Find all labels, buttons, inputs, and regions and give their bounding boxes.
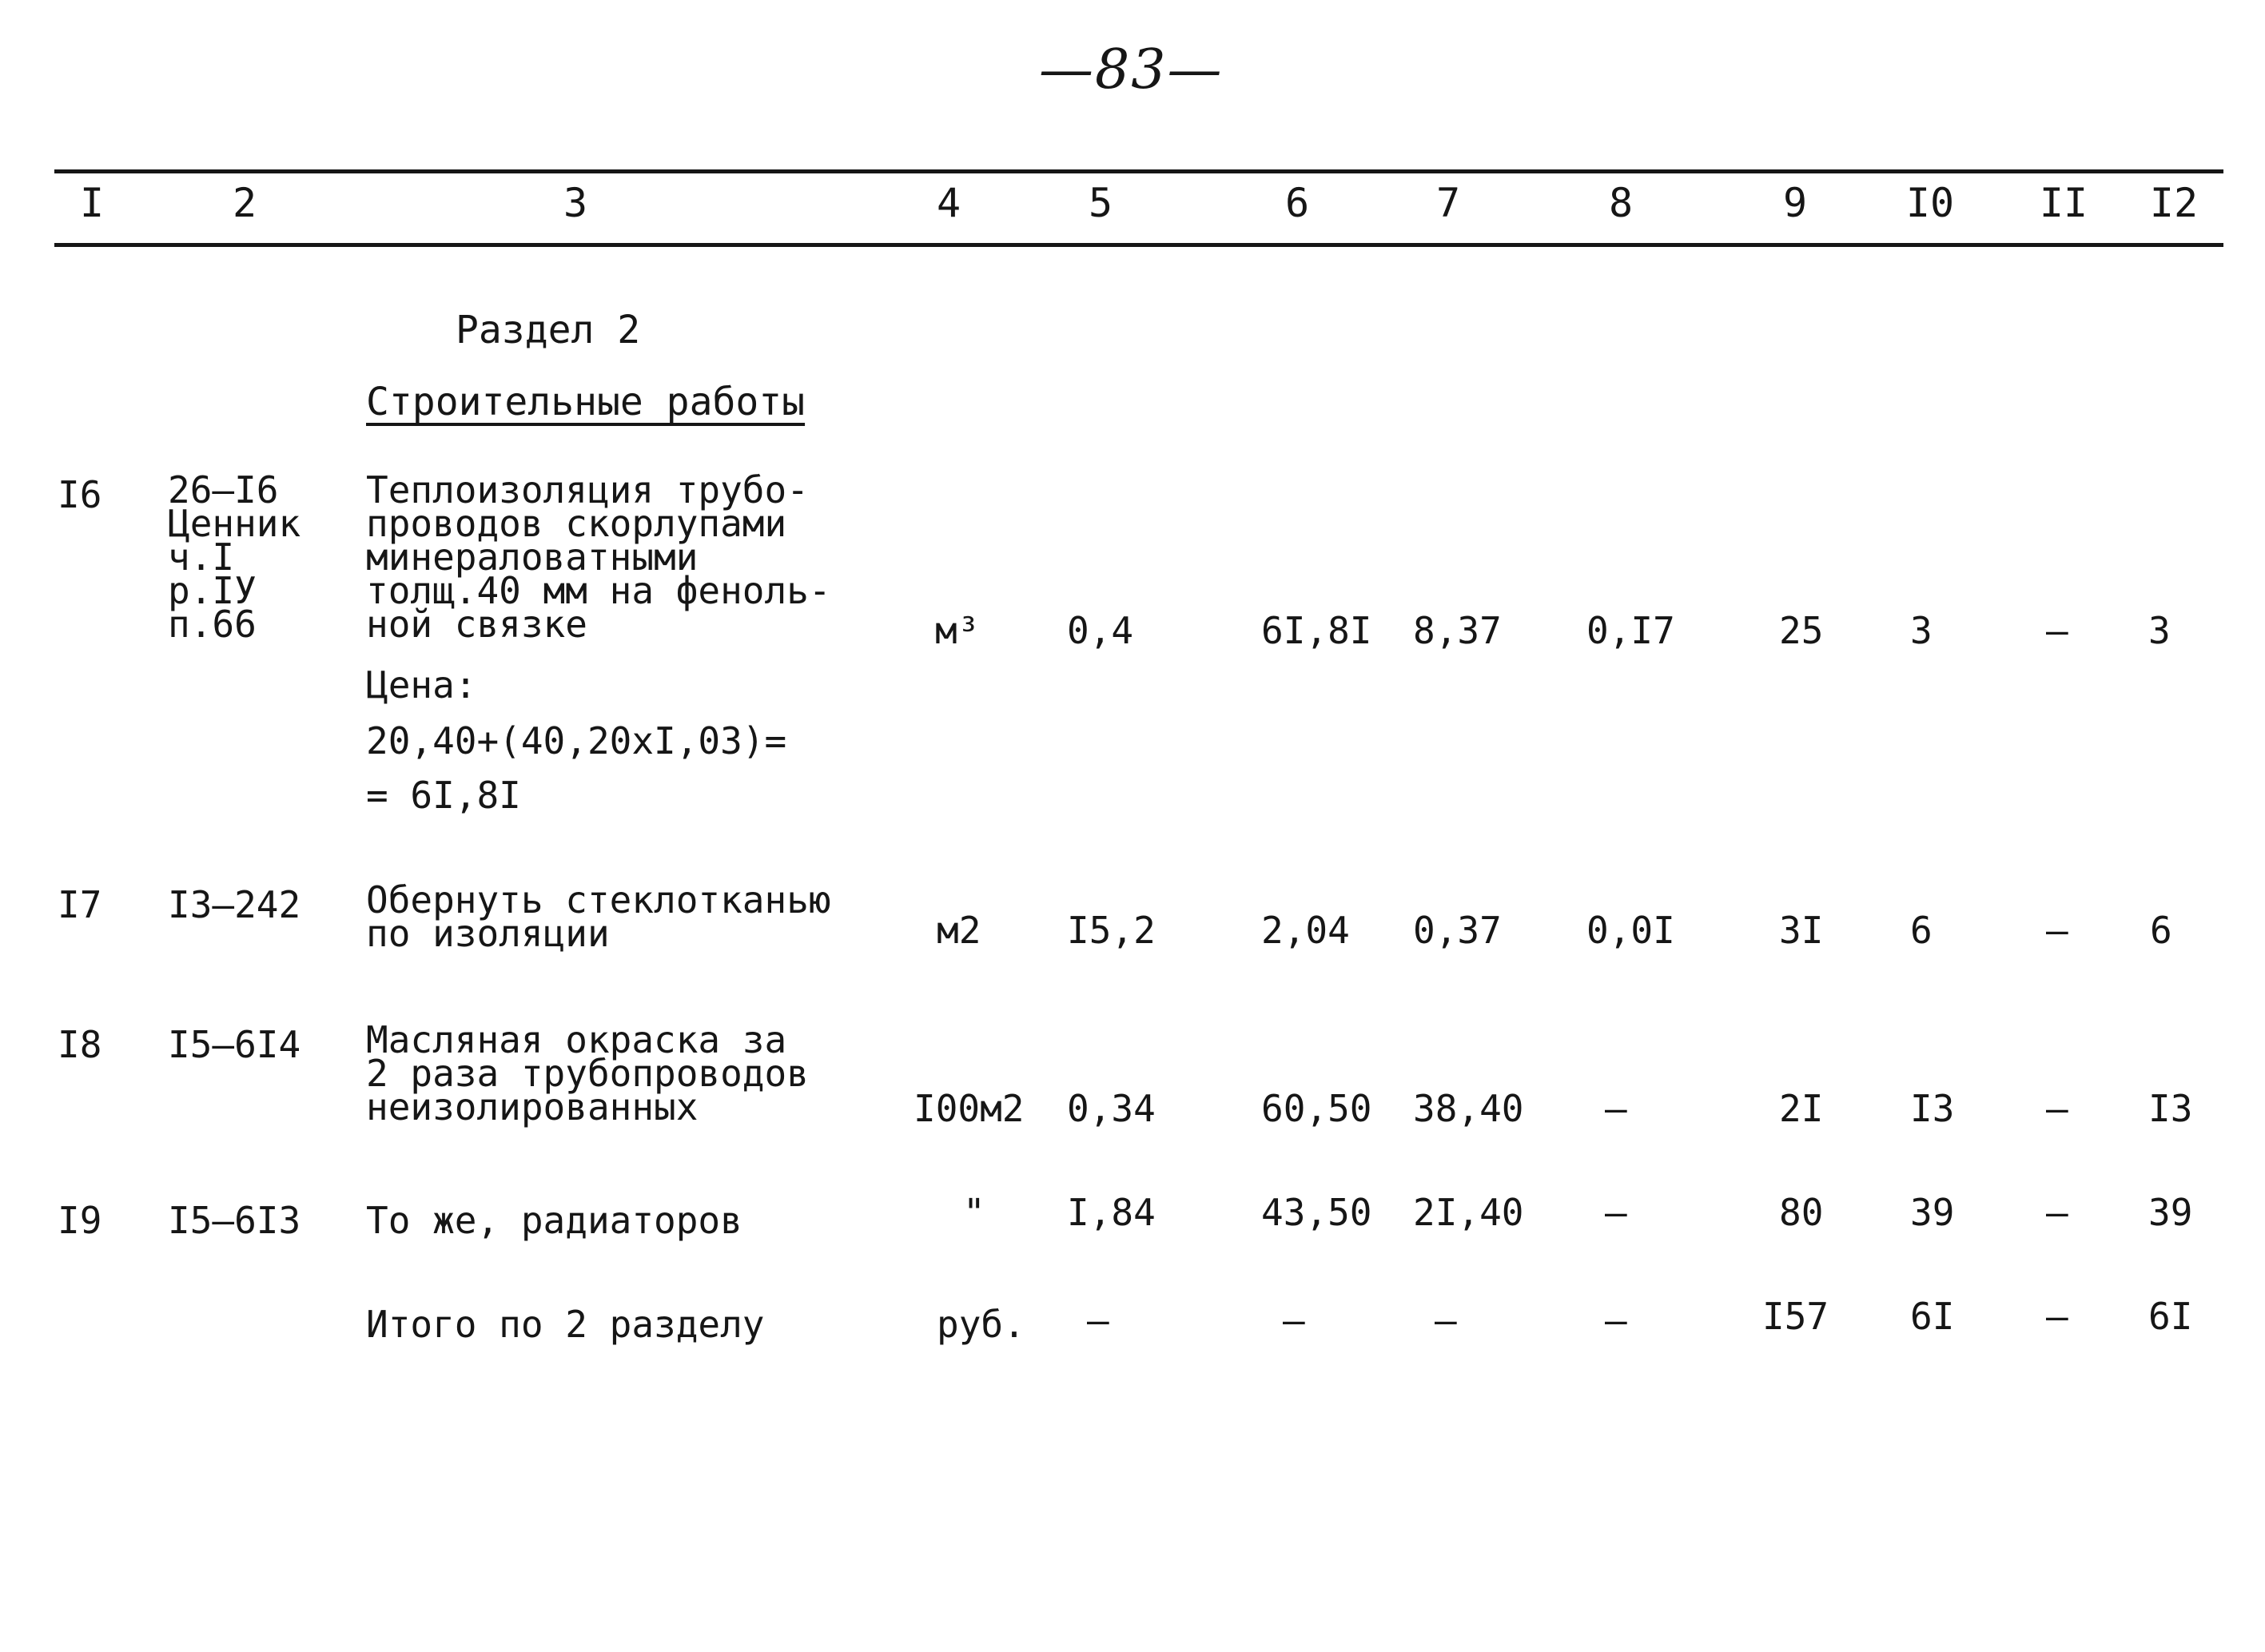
row-unit-ditto: " bbox=[963, 1191, 985, 1234]
row-col11: – bbox=[2046, 1295, 2068, 1338]
column-header-5: 5 bbox=[1088, 180, 1113, 226]
row-col10: 6 bbox=[1910, 909, 1933, 952]
total-label: Итого по 2 разделу bbox=[366, 1303, 765, 1346]
row-col11: – bbox=[2046, 609, 2068, 652]
price-label: Цена: bbox=[366, 663, 477, 707]
row-unit: руб. bbox=[937, 1303, 1025, 1346]
row-col7: – bbox=[1435, 1299, 1457, 1342]
row-quantity: I5,2 bbox=[1067, 909, 1156, 952]
row-code: 26–I6 Ценник ч.I р.IУ п.66 bbox=[168, 468, 301, 646]
column-header-2: 2 bbox=[232, 180, 257, 226]
header-top-rule bbox=[54, 169, 2223, 173]
row-col9: 25 bbox=[1779, 609, 1824, 652]
row-col10: 6I bbox=[1910, 1295, 1955, 1338]
row-quantity: 0,34 bbox=[1067, 1087, 1156, 1130]
row-quantity: I,84 bbox=[1067, 1191, 1156, 1234]
header-bottom-rule bbox=[54, 243, 2223, 247]
column-header-9: 9 bbox=[1782, 180, 1808, 226]
row-col9: 2I bbox=[1779, 1087, 1824, 1130]
row-col9: 3I bbox=[1779, 909, 1824, 952]
row-col8: 0,0I bbox=[1586, 909, 1675, 952]
row-col6: 43,50 bbox=[1261, 1191, 1372, 1234]
column-header-6: 6 bbox=[1284, 180, 1310, 226]
row-col12: 39 bbox=[2148, 1191, 2193, 1234]
row-col6: 6I,8I bbox=[1261, 609, 1372, 652]
row-col9: 80 bbox=[1779, 1191, 1824, 1234]
row-col6: 60,50 bbox=[1261, 1087, 1372, 1130]
row-col11: – bbox=[2046, 1191, 2068, 1234]
row-col7: 0,37 bbox=[1413, 909, 1502, 952]
row-code: I3–242 bbox=[168, 883, 301, 926]
row-unit: I00м2 bbox=[914, 1087, 1025, 1130]
row-quantity: – bbox=[1087, 1299, 1109, 1342]
row-col11: – bbox=[2046, 909, 2068, 952]
section-subtitle: Строительные работы bbox=[366, 380, 806, 424]
row-col10: I3 bbox=[1910, 1087, 1955, 1130]
row-col9: I57 bbox=[1762, 1295, 1829, 1338]
row-number: I9 bbox=[58, 1199, 102, 1242]
row-col7: 38,40 bbox=[1413, 1087, 1524, 1130]
row-col12: I3 bbox=[2148, 1087, 2193, 1130]
column-header-7: 7 bbox=[1435, 180, 1461, 226]
row-col8: 0,I7 bbox=[1586, 609, 1675, 652]
row-col8: – bbox=[1605, 1299, 1627, 1342]
row-col12: 3 bbox=[2148, 609, 2171, 652]
row-number: I7 bbox=[58, 883, 102, 926]
row-col6: 2,04 bbox=[1261, 909, 1350, 952]
page-number: —83— bbox=[1039, 38, 1224, 102]
row-unit: м2 bbox=[937, 909, 981, 952]
column-header-1: I bbox=[79, 180, 105, 226]
column-header-8: 8 bbox=[1608, 180, 1634, 226]
row-col6: – bbox=[1283, 1299, 1305, 1342]
column-header-4: 4 bbox=[936, 180, 961, 226]
row-unit: м³ bbox=[935, 609, 980, 652]
row-description: То же, радиаторов bbox=[366, 1199, 742, 1242]
row-code: I5–6I3 bbox=[168, 1199, 301, 1242]
row-description: Теплоизоляция трубо- проводов скорлупами минераловатными толщ.40 мм на феноль- ной связке bbox=[366, 468, 831, 646]
column-header-3: 3 bbox=[563, 180, 588, 226]
row-col12: 6I bbox=[2148, 1295, 2193, 1338]
row-number: I6 bbox=[58, 473, 102, 516]
column-header-10: I0 bbox=[1905, 180, 1955, 226]
row-col10: 3 bbox=[1910, 609, 1933, 652]
row-col11: – bbox=[2046, 1087, 2068, 1130]
row-col8: – bbox=[1605, 1087, 1627, 1130]
row-number: I8 bbox=[58, 1023, 102, 1066]
row-col8: – bbox=[1605, 1191, 1627, 1234]
row-description: Масляная окраска за 2 раза трубопроводов неизолированных bbox=[366, 1018, 809, 1129]
price-result: = 6I,8I bbox=[366, 774, 521, 817]
row-col7: 8,37 bbox=[1413, 609, 1502, 652]
row-col10: 39 bbox=[1910, 1191, 1955, 1234]
price-formula: 20,40+(40,20xI,03)= bbox=[366, 719, 787, 762]
row-code: I5–6I4 bbox=[168, 1023, 301, 1066]
row-quantity: 0,4 bbox=[1067, 609, 1134, 652]
row-description: Обернуть стеклотканью по изоляции bbox=[366, 878, 831, 955]
row-col12: 6 bbox=[2150, 909, 2172, 952]
column-header-11: II bbox=[2039, 180, 2088, 226]
column-header-12: I2 bbox=[2149, 180, 2199, 226]
section-title: Раздел 2 bbox=[456, 308, 641, 352]
row-col7: 2I,40 bbox=[1413, 1191, 1524, 1234]
